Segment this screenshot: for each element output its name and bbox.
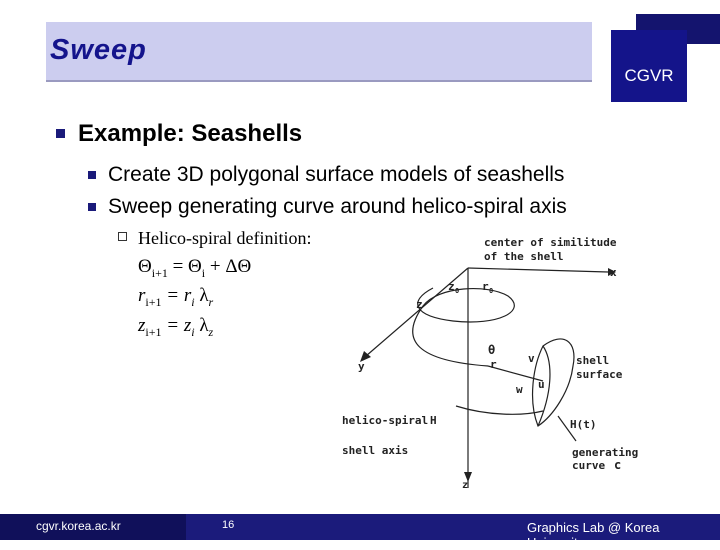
eq-rhs: = z (166, 315, 192, 336)
label-shell-axis: shell axis (342, 444, 409, 457)
equation-r (138, 285, 213, 310)
label-v: v (528, 352, 535, 365)
label-generating-2: curve (572, 459, 606, 472)
page-number: 16 (222, 519, 235, 531)
label-z0-sub: 0 (455, 287, 460, 295)
label-theta: θ (488, 343, 496, 357)
label-z-top: z (416, 298, 423, 311)
label-H: H (430, 414, 437, 427)
equation-z (138, 315, 213, 340)
label-shell-surface-2: surface (576, 368, 623, 381)
hollow-bullet-icon (118, 232, 127, 241)
eq-rhs: = Θ (172, 256, 202, 277)
x-axis-line (468, 268, 608, 272)
eq-tail: + ΔΘ (205, 256, 252, 277)
bullet-marker-icon (88, 203, 96, 211)
label-u: u (538, 378, 545, 391)
heading: Example: Seashells (78, 120, 303, 147)
eq-lhs: r (138, 285, 146, 306)
label-generating-1: generating (572, 446, 639, 459)
eq-lhs-sub: i+1 (151, 265, 168, 280)
helico-pointer (456, 406, 543, 414)
label-x: x (610, 266, 617, 279)
logo-text: CGVR (624, 66, 674, 85)
sub-bullet: Helico-spiral definition: (138, 228, 312, 248)
eq-rhs: = r (166, 285, 192, 306)
label-r0-sub: 0 (489, 287, 494, 295)
label-center-1: center of similitude (484, 236, 617, 249)
label-z-bottom: z (462, 480, 469, 488)
bullet-marker-icon (56, 129, 65, 138)
label-shell-surface-1: shell (576, 354, 610, 367)
title-bar-shadow (46, 80, 592, 82)
eq-rhs-sub: i (191, 294, 195, 309)
label-helico: helico-spiral (342, 414, 429, 427)
eq-lhs: Θ (138, 256, 152, 277)
label-r: r (490, 358, 497, 371)
footer-lab: Graphics Lab @ Korea University (527, 520, 660, 550)
eq-tail-sub: z (208, 324, 214, 339)
bullet-1: Create 3D polygonal surface models of seashells (108, 163, 565, 186)
helico-spiral-curve (413, 288, 515, 366)
label-c: c (614, 458, 622, 472)
eq-lhs-sub: i+1 (145, 294, 162, 309)
label-center-2: of the shell (484, 250, 564, 263)
label-z0: z (448, 280, 455, 293)
eq-lhs: z (138, 315, 146, 336)
eq-tail-sub: r (208, 294, 214, 309)
label-y: y (358, 360, 365, 373)
bullet-2: Sweep generating curve around helico-spiral axis (108, 195, 567, 218)
bullet-marker-icon (88, 171, 96, 179)
seashell-sweep-diagram (338, 226, 648, 488)
eq-rhs-sub: i (201, 265, 206, 280)
eq-rhs-sub: i (191, 324, 195, 339)
footer-site: cgvr.korea.ac.kr (36, 519, 121, 533)
label-w: w (516, 383, 523, 396)
eq-tail: λ (194, 315, 209, 336)
eq-tail: λ (194, 285, 209, 306)
label-Ht: H(t) (570, 418, 597, 431)
label-r0: r (482, 280, 489, 293)
slide-title: Sweep (50, 34, 147, 66)
equation-theta (138, 256, 251, 281)
eq-lhs-sub: i+1 (145, 324, 162, 339)
